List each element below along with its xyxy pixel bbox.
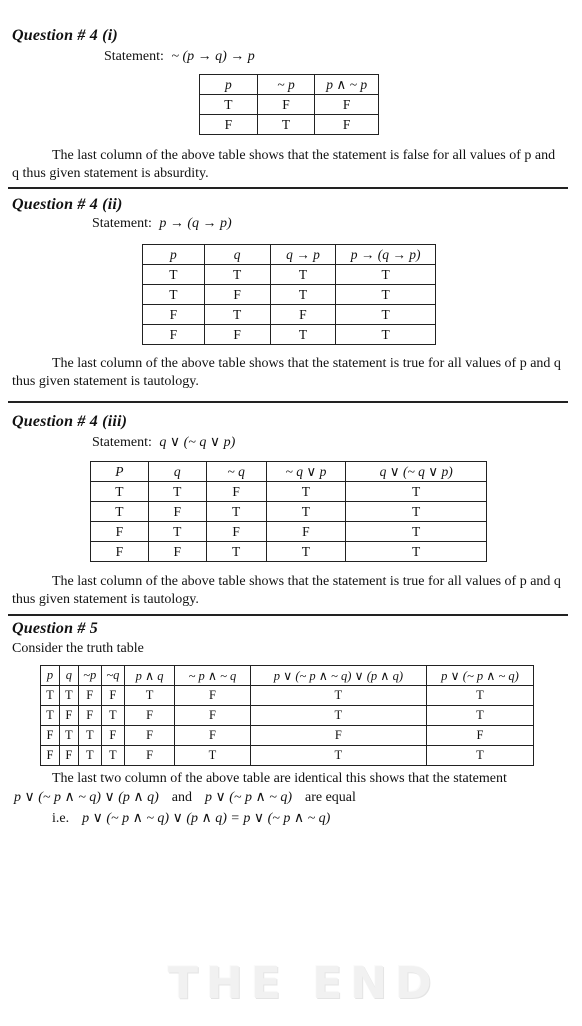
q5-equal-line [14, 789, 356, 806]
table-cell: T [206, 502, 266, 522]
table-row [143, 325, 436, 345]
q5-intro: Consider the truth table [12, 641, 144, 656]
table-row [41, 686, 534, 706]
table-header: ~q [101, 666, 124, 686]
table-cell: T [41, 706, 60, 726]
table-row [200, 95, 379, 115]
table-cell: F [101, 726, 124, 746]
table-cell: T [270, 265, 336, 285]
table-cell: T [101, 706, 124, 726]
table-row [91, 482, 487, 502]
table-cell: F [204, 325, 270, 345]
table-header: p ∧ ~ p [315, 75, 379, 95]
table-cell: T [426, 746, 533, 766]
table-row [41, 706, 534, 726]
table-cell: T [206, 542, 266, 562]
table-header: ~ p [257, 75, 315, 95]
table-cell: T [266, 542, 346, 562]
table-cell: T [91, 482, 149, 502]
table-header-row [91, 462, 487, 482]
table-row [91, 502, 487, 522]
q4i-truth-table [199, 74, 379, 135]
the-end-watermark: THE END [168, 958, 440, 1009]
table-cell: T [41, 686, 60, 706]
table-header: ~ q ∨ p [266, 462, 346, 482]
table-cell: F [143, 325, 205, 345]
q4ii-statement-label: Statement: [92, 216, 152, 231]
table-cell: F [143, 305, 205, 325]
table-cell: T [204, 305, 270, 325]
q4iii-statement [92, 434, 235, 451]
table-header: P [91, 462, 149, 482]
table-cell: T [270, 325, 336, 345]
table-cell: T [78, 726, 101, 746]
table-cell: F [91, 522, 149, 542]
table-row [41, 726, 534, 746]
table-cell: F [124, 706, 174, 726]
table-cell: T [124, 686, 174, 706]
table-cell: F [315, 115, 379, 135]
table-row [41, 746, 534, 766]
table-header: q [204, 245, 270, 265]
table-cell: F [200, 115, 258, 135]
table-cell: F [206, 482, 266, 502]
table-cell: F [101, 686, 124, 706]
q4ii-statement [92, 216, 232, 232]
section-divider [8, 187, 568, 189]
q4i-heading: Question # 4 (i) [12, 27, 118, 44]
q4iii-statement-expr: q ∨ (~ q ∨ p) [159, 435, 236, 450]
q5-expression-1: p ∨ (~ p ∧ ~ q) ∨ (p ∧ q) [14, 790, 159, 805]
table-cell: F [78, 686, 101, 706]
q5-ie-line [52, 810, 330, 827]
q5-are-equal: are equal [304, 790, 356, 805]
table-cell: T [426, 686, 533, 706]
table-cell: F [315, 95, 379, 115]
table-row [200, 115, 379, 135]
table-cell: F [124, 746, 174, 766]
table-cell: F [59, 706, 78, 726]
table-cell: F [270, 305, 336, 325]
q5-conclusion: The last two column of the above table are identical this shows that the statement [52, 771, 507, 786]
q4i-statement [104, 49, 255, 65]
table-cell: F [175, 686, 251, 706]
table-header-row [200, 75, 379, 95]
table-cell: F [257, 95, 315, 115]
table-header: q [148, 462, 206, 482]
section-divider [8, 614, 568, 616]
table-cell: T [346, 482, 487, 502]
table-cell: T [346, 522, 487, 542]
q5-and-word: and [171, 790, 193, 805]
q4ii-statement-expr: p → (q → p) [159, 216, 232, 231]
table-cell: F [426, 726, 533, 746]
table-header: p ∨ (~ p ∧ ~ q) ∨ (p ∧ q) [250, 666, 426, 686]
table-cell: F [206, 522, 266, 542]
q4iii-heading: Question # 4 (iii) [12, 413, 128, 430]
table-cell: F [124, 726, 174, 746]
q5-expression-2: p ∨ (~ p ∧ ~ q) [205, 790, 292, 805]
table-cell: F [175, 706, 251, 726]
table-header: p ∨ (~ p ∧ ~ q) [426, 666, 533, 686]
table-cell: F [204, 285, 270, 305]
q4ii-conclusion: The last column of the above table shows that the statement is true for all values of p and q thus given statement is tautology. [12, 356, 561, 389]
q5-ie-label: i.e. [52, 811, 70, 826]
table-cell: T [346, 542, 487, 562]
table-row [91, 522, 487, 542]
table-cell: F [148, 542, 206, 562]
q4ii-truth-table [142, 244, 436, 345]
table-cell: T [270, 285, 336, 305]
q4i-statement-expr: ~ (p → q) → p [171, 49, 255, 64]
table-header: ~p [78, 666, 101, 686]
table-cell: T [346, 502, 487, 522]
table-cell: F [250, 726, 426, 746]
table-cell: T [336, 305, 436, 325]
q4iii-truth-table [90, 461, 487, 562]
table-cell: T [250, 706, 426, 726]
table-cell: T [101, 746, 124, 766]
table-cell: F [148, 502, 206, 522]
table-cell: T [266, 502, 346, 522]
table-row [143, 305, 436, 325]
table-header: p [200, 75, 258, 95]
table-header: q [59, 666, 78, 686]
table-cell: T [266, 482, 346, 502]
q4i-conclusion: The last column of the above table shows that the statement is false for all values of p and q thus given statement is absurdity. [12, 148, 556, 181]
table-cell: F [78, 706, 101, 726]
table-cell: T [143, 285, 205, 305]
table-cell: T [148, 522, 206, 542]
table-cell: T [148, 482, 206, 502]
table-cell: T [426, 706, 533, 726]
table-header: q ∨ (~ q ∨ p) [346, 462, 487, 482]
table-cell: T [257, 115, 315, 135]
table-cell: T [250, 686, 426, 706]
table-cell: T [175, 746, 251, 766]
table-cell: F [266, 522, 346, 542]
table-cell: T [59, 686, 78, 706]
table-header: q → p [270, 245, 336, 265]
table-cell: F [41, 746, 60, 766]
table-header: p ∧ q [124, 666, 174, 686]
table-cell: T [59, 726, 78, 746]
table-cell: T [336, 285, 436, 305]
table-cell: T [78, 746, 101, 766]
table-cell: F [175, 726, 251, 746]
table-header-row [143, 245, 436, 265]
table-header: ~ p ∧ ~ q [175, 666, 251, 686]
table-header: p [143, 245, 205, 265]
table-cell: T [336, 325, 436, 345]
q4iii-conclusion: The last column of the above table shows that the statement is true for all values of p and q thus given statement is tautology. [12, 574, 561, 607]
table-cell: T [200, 95, 258, 115]
table-header-row [41, 666, 534, 686]
table-cell: T [143, 265, 205, 285]
table-row [143, 265, 436, 285]
q5-ie-expression: p ∨ (~ p ∧ ~ q) ∨ (p ∧ q) = p ∨ (~ p ∧ ~ q) [82, 811, 331, 826]
table-row [91, 542, 487, 562]
q4i-statement-label: Statement: [104, 49, 164, 64]
table-cell: T [204, 265, 270, 285]
table-row [143, 285, 436, 305]
table-cell: F [91, 542, 149, 562]
table-cell: T [91, 502, 149, 522]
q4ii-heading: Question # 4 (ii) [12, 196, 123, 213]
section-divider [8, 401, 568, 403]
table-cell: F [59, 746, 78, 766]
table-cell: T [336, 265, 436, 285]
q4iii-statement-label: Statement: [92, 435, 152, 450]
q5-truth-table [40, 665, 534, 766]
table-header: p [41, 666, 60, 686]
table-header: p → (q → p) [336, 245, 436, 265]
table-cell: T [250, 746, 426, 766]
q5-heading: Question # 5 [12, 620, 98, 637]
table-header: ~ q [206, 462, 266, 482]
table-cell: F [41, 726, 60, 746]
